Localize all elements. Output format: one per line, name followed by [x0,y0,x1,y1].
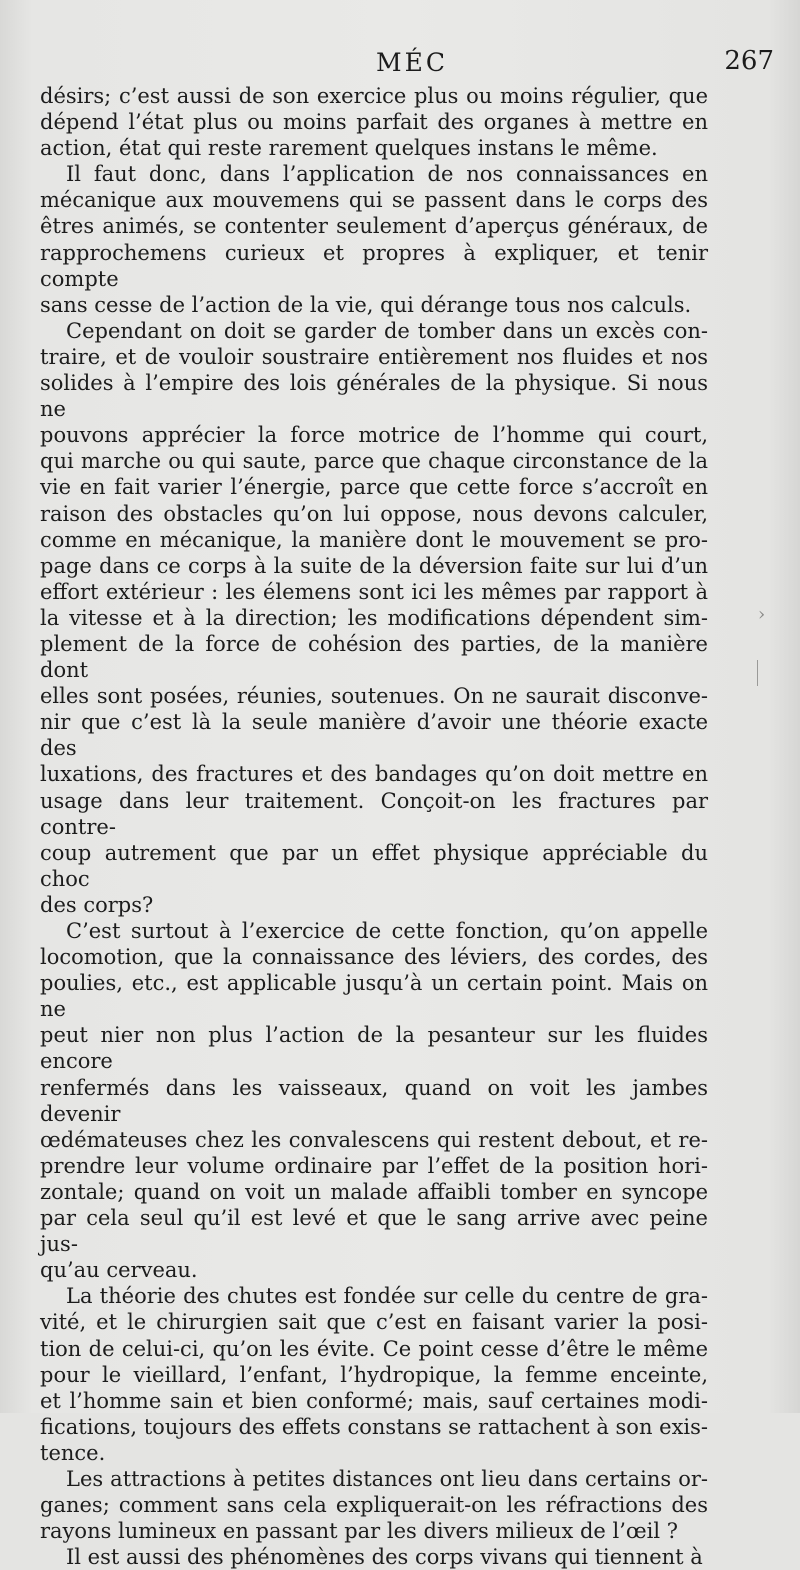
text-line: nir que c’est là la seule manière d’avoir une théorie exacte des [40,710,708,761]
text-line: désirs; c’est aussi de son exercice plus ou moins régulier, que [40,84,708,108]
text-line: Les attractions à petites distances ont lieu dans certains or- [66,1466,708,1491]
text-line: pour le vieillard, l’enfant, l’hydropique, la femme enceinte, [40,1362,708,1387]
text-line: luxations, des fractures et des bandages qu’on doit mettre en [40,762,708,787]
text-line: tence. [40,1440,106,1465]
text-line: Il est aussi des phénomènes des corps vivans qui tiennent à [66,1545,703,1570]
text-line: qui marche ou qui saute, parce que chaque circonstance de la [40,449,708,474]
text-line: elles sont posées, réunies, soutenues. On ne saurait disconve- [40,684,708,709]
text-line: œdémateuses chez les convalescens qui restent debout, et re- [40,1127,708,1152]
text-line: coup autrement que par un effet physique appréciable du choc [40,840,708,891]
text-line: qu’au cerveau. [40,1258,198,1283]
text-line: sans cesse de l’action de la vie, qui dérange tous nos calculs. [40,292,692,317]
text-line: dépend l’état plus ou moins parfait des organes à mettre en [40,110,708,135]
text-line: peut nier non plus l’action de la pesanteur sur les fluides encore [40,1023,708,1074]
text-line: La théorie des chutes est fondée sur celle du centre de gra- [66,1284,708,1309]
text-line: renfermés dans les vaisseaux, quand on voit les jambes devenir [40,1075,708,1126]
page-number: 267 [724,46,774,76]
text-line: raison des obstacles qu’on lui oppose, nous devons calculer, [40,501,708,526]
text-line: C’est surtout à l’exercice de cette fonction, qu’on appelle [66,919,708,943]
text-line: tion de celui-ci, qu’on les évite. Ce point cesse d’être le même [40,1336,708,1361]
text-line: usage dans leur traitement. Conçoit-on les fractures par contre- [40,788,708,839]
text-line: comme en mécanique, la manière dont le mouvement se pro- [40,527,708,552]
margin-mark: › [758,604,766,625]
text-line: action, état qui reste rarement quelques instans le même. [40,136,658,161]
text-line: Il faut donc, dans l’application de nos connaissances en [66,162,708,187]
text-line: effort extérieur : les élemens sont ici les mêmes par rapport à [40,579,708,604]
text-line: êtres animés, se contenter seulement d’aperçus généraux, de [40,214,708,239]
text-line: et l’homme sain et bien conformé; mais, sauf certaines modi- [40,1388,708,1413]
text-line: ganes; comment sans cela expliquerait-on les réfractions des [40,1493,708,1518]
text-line: fications, toujours des effets constans se rattachent à son exis- [40,1414,709,1439]
text-line: traire, et de vouloir soustraire entièrement nos fluides et nos [40,344,708,369]
text-line: mécanique aux mouvemens qui se passent dans le corps des [40,188,708,213]
text-line: poulies, etc., est applicable jusqu’à un certain point. Mais on ne [40,971,708,1022]
text-line: Cependant on doit se garder de tomber dans un excès con- [66,318,708,343]
text-line: vie en fait varier l’énergie, parce que cette force s’accroît en [40,475,708,500]
text-line: zontale; quand on voit un malade affaibli tomber en syncope [40,1179,708,1204]
text-line: pouvons apprécier la force motrice de l’homme qui court, [40,423,708,448]
running-head: MÉC [376,48,448,77]
text-line: rapprochemens curieux et propres à expliquer, et tenir compte [40,240,708,291]
text-line: prendre leur volume ordinaire par l’effet de la position hori- [40,1153,708,1178]
text-line: plement de la force de cohésion des parties, de la manière dont [40,631,708,683]
text-line: locomotion, que la connaissance des léviers, des cordes, des [40,945,708,970]
text-line: rayons lumineux en passant par les divers milieux de l’œil ? [40,1519,679,1544]
text-line: solides à l’empire des lois générales de la physique. Si nous ne [40,371,708,422]
text-line: des corps? [40,892,154,917]
margin-line [757,660,758,686]
text-line: page dans ce corps à la suite de la déversion faite sur lui d’un [40,553,708,578]
page-header [40,46,774,82]
text-line: la vitesse et à la direction; les modifications dépendent sim- [40,605,708,630]
body-text [40,83,708,1570]
text-line: vité, et le chirurgien sait que c’est en faisant varier la posi- [40,1310,708,1335]
text-line: par cela seul qu’il est levé et que le sang arrive avec peine jus- [40,1206,708,1257]
